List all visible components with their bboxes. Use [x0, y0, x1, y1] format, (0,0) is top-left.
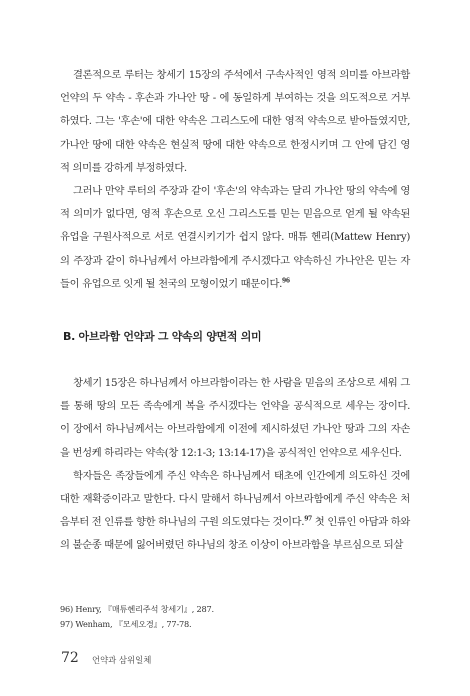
page-number: 72 — [61, 650, 79, 666]
paragraph-scholars-text: 학자들은 족장들에게 주신 약속은 하나님께서 태초에 인간에게 의도하신 것에 대한 재확증이라고 말한다. 다시 말해서 하나님께서 아브라함에게 주신 약속은 처음부터 전 인류를 향한 하나님의 구원 의도였다는 것이다. — [60, 469, 410, 529]
footnote-96: 96) Henry, 『매튜헨리주석 창세기』, 287. — [60, 604, 214, 614]
footnote-97: 97) Wenham, 『모세오경』, 77-78. — [60, 618, 192, 629]
paragraph-counterargument — [60, 180, 410, 296]
section-heading: B. 아브라함 언약과 그 약속의 양면적 의미 — [63, 330, 262, 343]
body-text-top — [60, 64, 410, 296]
footnote-reference-96[interactable]: 96 — [282, 277, 290, 285]
paragraph-genesis-15: 창세기 15장은 하나님께서 아브라함이라는 한 사람을 믿음의 조상으로 세워 그를 통해 땅의 모든 족속에게 복을 주시겠다는 언약을 공식적으로 세우는 장이다. 이 장에서 하나님께서는 아브라함에게 이전에 제시하셨던 가나안 땅과 그의 자손을 번성케 하리라는 약속(창 12:1-3; 13:14-17)을 공식적인 언약으로 세우신다. — [60, 377, 410, 459]
paragraph-scholars — [60, 465, 410, 558]
paragraph-scholars-continuation: 첫 인류인 아담과 하와의 불순종 때문에 잃어버렸던 하나님의 창조 이상이 아브라함을 부르심으로 되살 — [60, 516, 410, 552]
footnotes — [60, 602, 214, 631]
paragraph-conclusion: 결론적으로 루터는 창세기 15장의 주석에서 구속사적인 영적 의미를 아브라함 언약의 두 약속 - 후손과 가나안 땅 - 에 동일하게 부여하는 것을 의도적으로 거부하였다. 그는 '후손'에 대한 약속은 그리스도에 대한 영적 약속으로 받아들였지만, 가나안 땅에 대한 약속은 현실적 땅에 대한 약속으로 한정시키며 그 안에 담긴 영적 의미를 강하게 부정하였다. — [60, 69, 410, 174]
paragraph-counterargument-text: 그러나 만약 루터의 주장과 같이 '후손'의 약속과는 달리 가나안 땅의 약속에 영적 의미가 없다면, 영적 후손으로 오신 그리스도를 믿는 믿음으로 얻게 될 약속된 유업을 구원사적으로 서로 연결시키기가 쉽지 않다. 매튜 헨리(Mattew Henry)의 주장과 같이 하나님께서 아브라함에게 주시겠다고 약속하신 가나안은 믿는 자들이 유업으로 잇게 될 천국의 모형이었기 때문이다. — [60, 185, 410, 290]
running-title: 언약과 삼위일체 — [92, 655, 152, 665]
footnote-reference-97[interactable]: 97 — [304, 515, 312, 523]
body-text-bottom — [60, 372, 410, 558]
